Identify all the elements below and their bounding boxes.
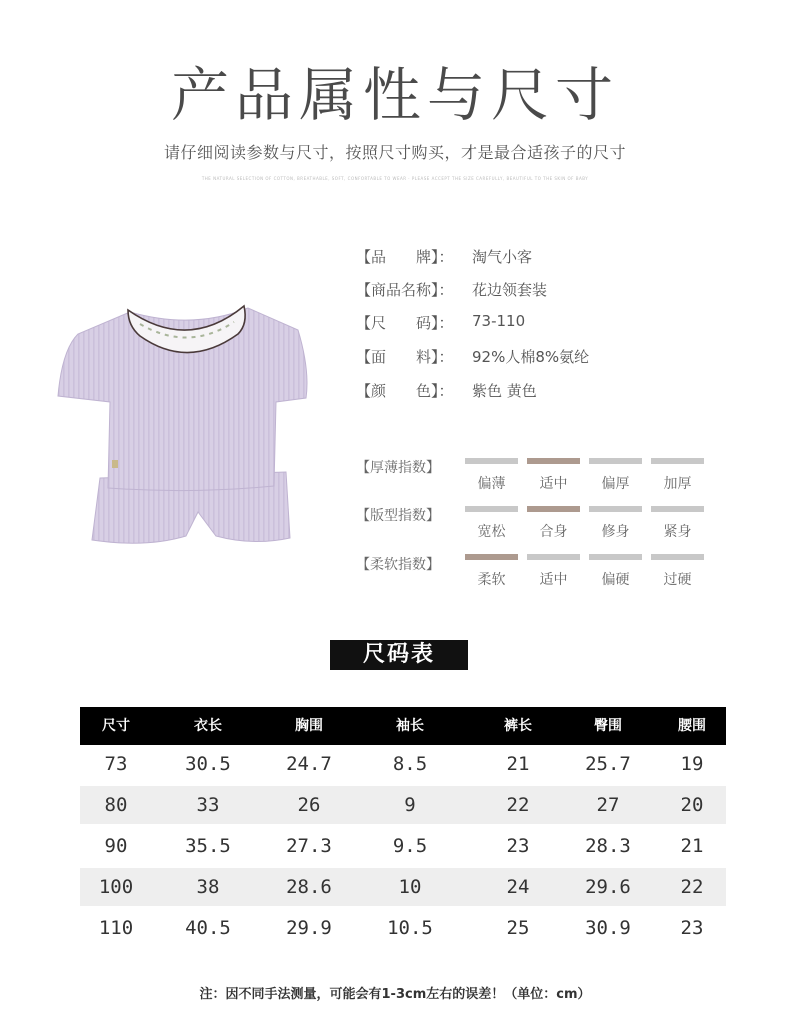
table-cell: 19 — [680, 753, 704, 775]
table-header-cell: 胸围 — [295, 718, 323, 734]
table-row — [80, 786, 726, 824]
table-cell: 28.3 — [585, 835, 631, 857]
table-cell: 40.5 — [185, 917, 231, 939]
index-option-label: 过硬 — [663, 572, 692, 588]
index-option-label: 适中 — [539, 476, 568, 492]
index-bar — [589, 554, 642, 560]
table-cell: 35.5 — [185, 835, 231, 857]
table-cell: 8.5 — [392, 753, 428, 775]
table-header-cell: 衣长 — [194, 718, 222, 734]
table-cell: 24 — [506, 876, 530, 898]
table-cell: 23 — [680, 917, 704, 939]
table-cell: 24.7 — [286, 753, 332, 775]
table-cell: 10 — [398, 876, 422, 898]
index-bar — [651, 458, 704, 464]
table-cell: 38 — [196, 876, 220, 898]
index-option-label: 柔软 — [477, 572, 506, 588]
index-option-label: 适中 — [539, 572, 568, 588]
table-row — [80, 909, 726, 947]
index-option-label: 加厚 — [663, 476, 692, 492]
index-option-label: 合身 — [539, 524, 568, 540]
table-cell: 30.5 — [185, 753, 231, 775]
index-bar — [465, 458, 518, 464]
table-cell: 28.6 — [286, 876, 332, 898]
index-option-label: 宽松 — [477, 524, 506, 540]
table-cell: 9.5 — [392, 835, 428, 857]
page-subtitle: 请仔细阅读参数与尺寸，按照尺寸购买，才是最合适孩子的尺寸 — [163, 143, 626, 162]
attribute-label: 【品 牌】： — [356, 248, 454, 266]
table-header-cell: 袖长 — [396, 718, 424, 734]
index-option-label: 偏硬 — [601, 572, 630, 588]
table-cell: 33 — [196, 794, 220, 816]
decorative-english-text: THE NATURAL SELECTION OF COTTON, BREATHABLE, SOFT, CONFORTABLE TO WEAR · PLEASE ACCEPT THE SIZE CAREFULLY, BEAUTIFUL TO THE SKIN OF BABY — [201, 176, 589, 181]
table-cell: 22 — [506, 794, 530, 816]
table-row — [80, 868, 726, 906]
index-bar — [589, 506, 642, 512]
size-chart-title: 尺码表 — [330, 640, 468, 670]
index-bar — [527, 554, 580, 560]
table-cell: 23 — [506, 835, 530, 857]
attribute-label: 【商品名称】： — [356, 281, 454, 299]
product-image — [48, 290, 338, 560]
table-cell: 9 — [404, 794, 416, 816]
attribute-value: 92%人棉8%氨纶 — [472, 348, 590, 366]
index-option-label: 偏薄 — [477, 476, 506, 492]
table-cell: 30.9 — [585, 917, 631, 939]
table-header-cell: 臀围 — [594, 718, 622, 734]
table-cell: 27 — [596, 794, 620, 816]
index-option-label: 紧身 — [663, 524, 692, 540]
table-cell: 21 — [680, 835, 704, 857]
table-cell: 80 — [104, 794, 128, 816]
fit-index-label: 【版型指数】 — [356, 508, 440, 524]
table-cell: 26 — [297, 794, 321, 816]
index-bar — [465, 506, 518, 512]
table-cell: 29.9 — [286, 917, 332, 939]
table-header-row — [80, 707, 726, 745]
table-header-cell: 尺寸 — [102, 718, 130, 734]
index-bar-selected — [527, 458, 580, 464]
table-row — [80, 827, 726, 865]
table-cell: 10.5 — [387, 917, 433, 939]
table-cell: 22 — [680, 876, 704, 898]
index-option-label: 修身 — [601, 524, 630, 540]
thickness-index-label: 【厚薄指数】 — [356, 460, 440, 476]
attribute-label: 【尺 码】： — [356, 314, 454, 332]
attribute-value: 紫色 黄色 — [472, 382, 537, 400]
table-cell: 29.6 — [585, 876, 631, 898]
table-cell: 73 — [104, 753, 128, 775]
attribute-label: 【颜 色】： — [356, 382, 454, 400]
table-header-cell: 裤长 — [504, 718, 532, 734]
table-cell: 110 — [98, 917, 134, 939]
table-cell: 20 — [680, 794, 704, 816]
table-cell: 27.3 — [286, 835, 332, 857]
table-cell: 100 — [98, 876, 134, 898]
table-row — [80, 745, 726, 783]
attribute-value: 淘气小客 — [472, 248, 533, 266]
index-bar — [651, 554, 704, 560]
attribute-value: 花边领套装 — [472, 281, 548, 299]
index-bar — [651, 506, 704, 512]
index-option-label: 偏厚 — [601, 476, 630, 492]
table-cell: 25 — [506, 917, 530, 939]
index-bar-selected — [527, 506, 580, 512]
attribute-label: 【面 料】： — [356, 348, 454, 366]
table-header-cell: 腰围 — [678, 718, 706, 734]
table-cell: 25.7 — [585, 753, 631, 775]
index-bar-selected — [465, 554, 518, 560]
measurement-note: 注：因不同手法测量，可能会有1-3cm左右的误差！（单位：cm） — [199, 987, 591, 1002]
page-title: 产品属性与尺寸 — [170, 61, 619, 129]
softness-index-label: 【柔软指数】 — [356, 557, 440, 573]
index-bar — [589, 458, 642, 464]
table-cell: 21 — [506, 753, 530, 775]
attribute-value: 73-110 — [472, 312, 526, 330]
table-cell: 90 — [104, 835, 128, 857]
